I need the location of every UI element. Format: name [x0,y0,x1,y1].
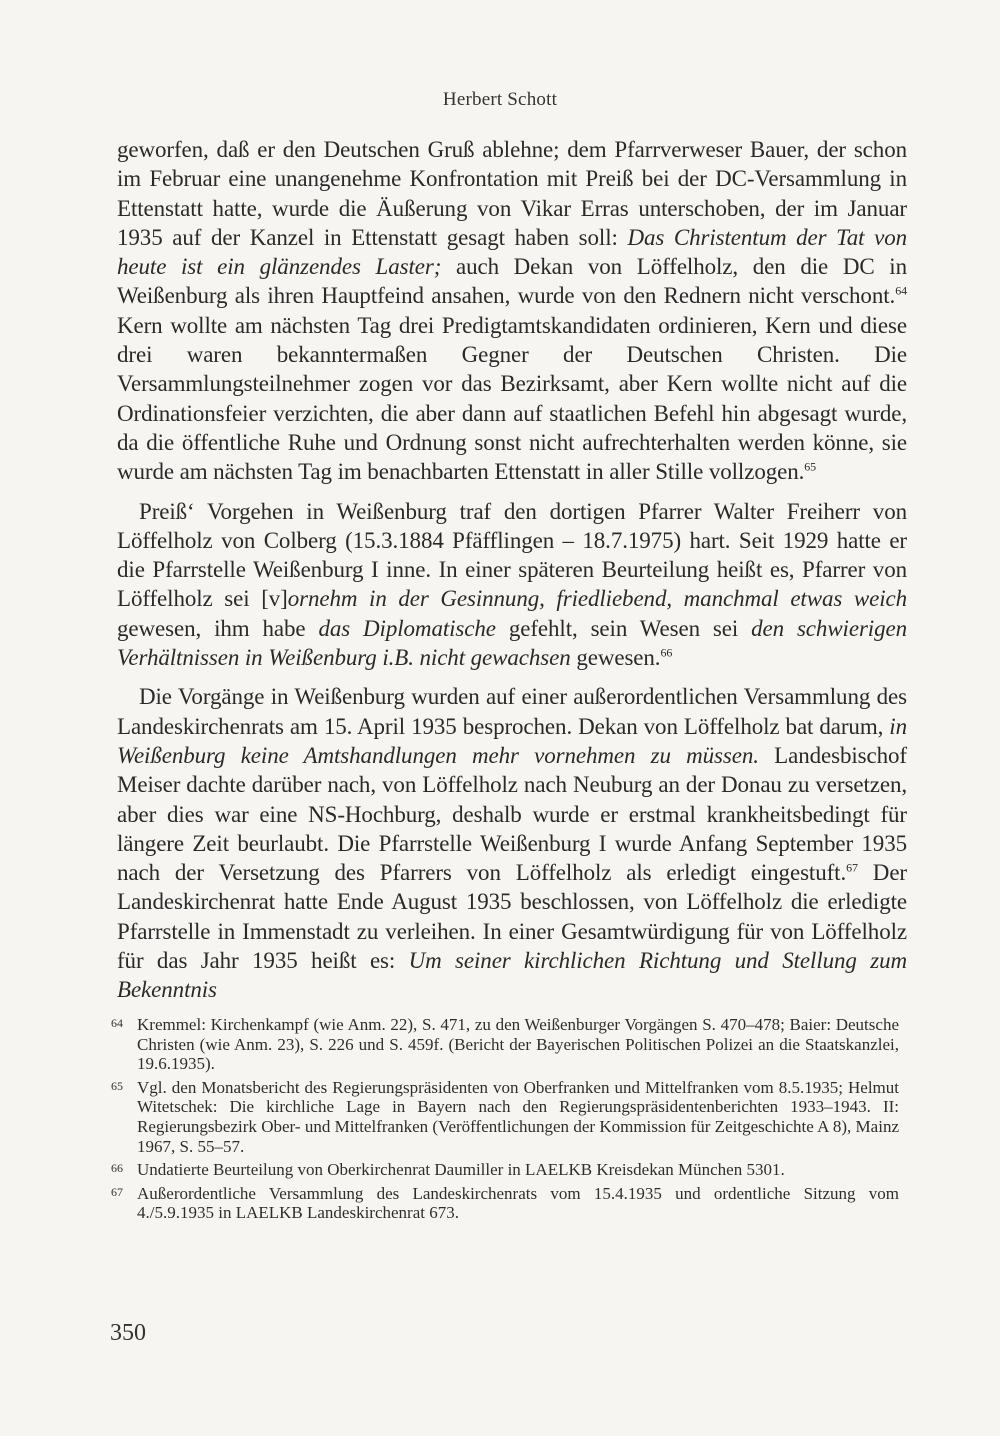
footnote-text: Undatierte Beurteilung von Oberkirchenrat Daumiller in LAELKB Kreisdekan München 5301. [137,1160,785,1180]
footnote [111,1184,899,1223]
footnote-number: 66 [111,1161,123,1176]
italic-quote: Um seiner kirchlichen Richtung und Stellung zum Bekenntnis [117,948,907,1003]
paragraph [117,682,907,1004]
text-run: gewesen, ihm habe [117,615,319,641]
footnote-number: 65 [111,1078,123,1093]
text-run: gewesen. [570,645,661,671]
italic-quote: in Weißenburg keine Amtshandlungen mehr vornehmen zu müssen. [117,713,907,768]
text-run: Die Vorgänge in Weißenburg wurden auf einer außerordentlichen Versammlung des Landeskirchenrats am 15. April 1935 besprochen. Dekan von Löffelholz bat darum, [117,684,907,739]
footnote-ref[interactable]: 65 [804,459,817,474]
text-run: Preiß‘ Vorgehen in Weißenburg traf den dortigen Pfarrer Walter Freiherr von Löffelholz von Colberg (15.3.1884 Pfäfflingen – 18.7.1975) hart. Seit 1929 hatte er die Pfarrstelle Weißenburg I inne. In einer späteren Beurteilung heißt es, Pfarrer von Löffelholz sei [v] [117,498,907,612]
main-text [117,135,907,1015]
text-run: Kern wollte am nächsten Tag drei Predigtamtskandidaten ordinieren, Kern und diese drei waren bekanntermaßen Gegner der Deutschen Christen. Die Versammlungsteilnehmer zogen vor das Bezirksamt, aber Kern wollte nicht auf die Ordinationsfeier verzichten, die aber dann auf staatlichen Befehl hin abgesagt wurde, da die öffentliche Ruhe und Ordnung sonst nicht aufrechterhalten werden könne, sie wurde am nächsten Tag im benachbarten Ettenstatt in aller Stille vollzogen. [117,312,907,485]
footnote [111,1160,899,1180]
italic-quote: den schwierigen Verhältnissen in Weißenburg i.B. nicht gewachsen [117,615,908,671]
text-run: geworfen, daß er den Deutschen Gruß ablehne; dem Pfarrverweser Bauer, der schon im Februar eine unangenehme Konfrontation mit Preiß bei der DC-Versammlung in Ettenstatt hatte, wurde die Äußerung von Vikar Erras unterschoben, der im Januar 1935 auf der Kanzel in Ettenstatt gesagt haben soll: [117,137,907,250]
footnote-number: 64 [111,1016,123,1030]
footnote-text: Kremmel: Kirchenkampf (wie Anm. 22), S. 471, zu den Weißenburger Vorgängen S. 470–478; Baier: Deutsche Christen (wie Anm. 23), S. 226 und S. 459f. (Bericht der Bayerischen Politischen Polizei an die Staatskanzlei, 19.6.1935). [137,1015,899,1074]
footnote-ref[interactable]: 66 [660,645,673,660]
footnote [111,1078,899,1156]
text-run: Der Landeskirchenrat hatte Ende August 1935 beschlossen, von Löffelholz die erledigte Pfarrstelle in Immenstadt zu verleihen. In einer Gesamtwürdigung für von Löffelholz für das Jahr 1935 heißt es: [117,860,907,974]
italic-quote: ornehm in der Gesinnung, friedliebend, manchmal etwas weich [287,586,908,612]
footnote-text: Außerordentliche Versammlung des Landeskirchenrats vom 15.4.1935 und ordentliche Sitzung vom 4./5.9.1935 in LAELKB Landeskirchenrat 673. [137,1183,899,1223]
footnote [111,1015,899,1074]
text-run: gefehlt, sein Wesen sei [495,615,752,641]
running-header: Herbert Schott [442,89,558,110]
italic-quote: das Diplomatische [318,615,496,641]
paragraph [117,497,907,673]
paragraph [117,135,907,487]
footnote-ref[interactable]: 64 [895,283,907,298]
footnote-text: Vgl. den Monatsbericht des Regierungspräsidenten von Oberfranken und Mittelfranken vom 8.5.1935; Helmut Witetschek: Die kirchliche Lage in Bayern nach den Regierungspräsidentenberichten 1933–1943. II: Regierungsbezirk Ober- und Mittelfranken (Veröffentlichungen der Kommission für Zeitgeschichte A 8), Mainz 1967, S. 55–57. [137,1077,899,1156]
text-run: Landesbischof Meiser dachte darüber nach, von Löffelholz nach Neuburg an der Donau zu versetzen, aber dies war eine NS-Hochburg, deshalb wurde er erstmal krankheitsbedingt für längere Zeit beurlaubt. Die Pfarrstelle Weißenburg I wurde Anfang September 1935 nach der Versetzung des Pfarrers von Löffelholz als erledigt eingestuft. [117,742,907,886]
page-number: 350 [110,1320,146,1346]
footnote-ref[interactable]: 67 [846,860,858,875]
footnote-number: 67 [111,1184,123,1199]
italic-quote: Das Christentum der Tat von heute ist ein glänzendes Laster; [117,224,907,280]
text-run: auch Dekan von Löffelholz, den die DC in Weißenburg als ihren Hauptfeind ansahen, wurde von den Rednern nicht verschont. [117,254,907,309]
footnotes [111,1015,899,1227]
